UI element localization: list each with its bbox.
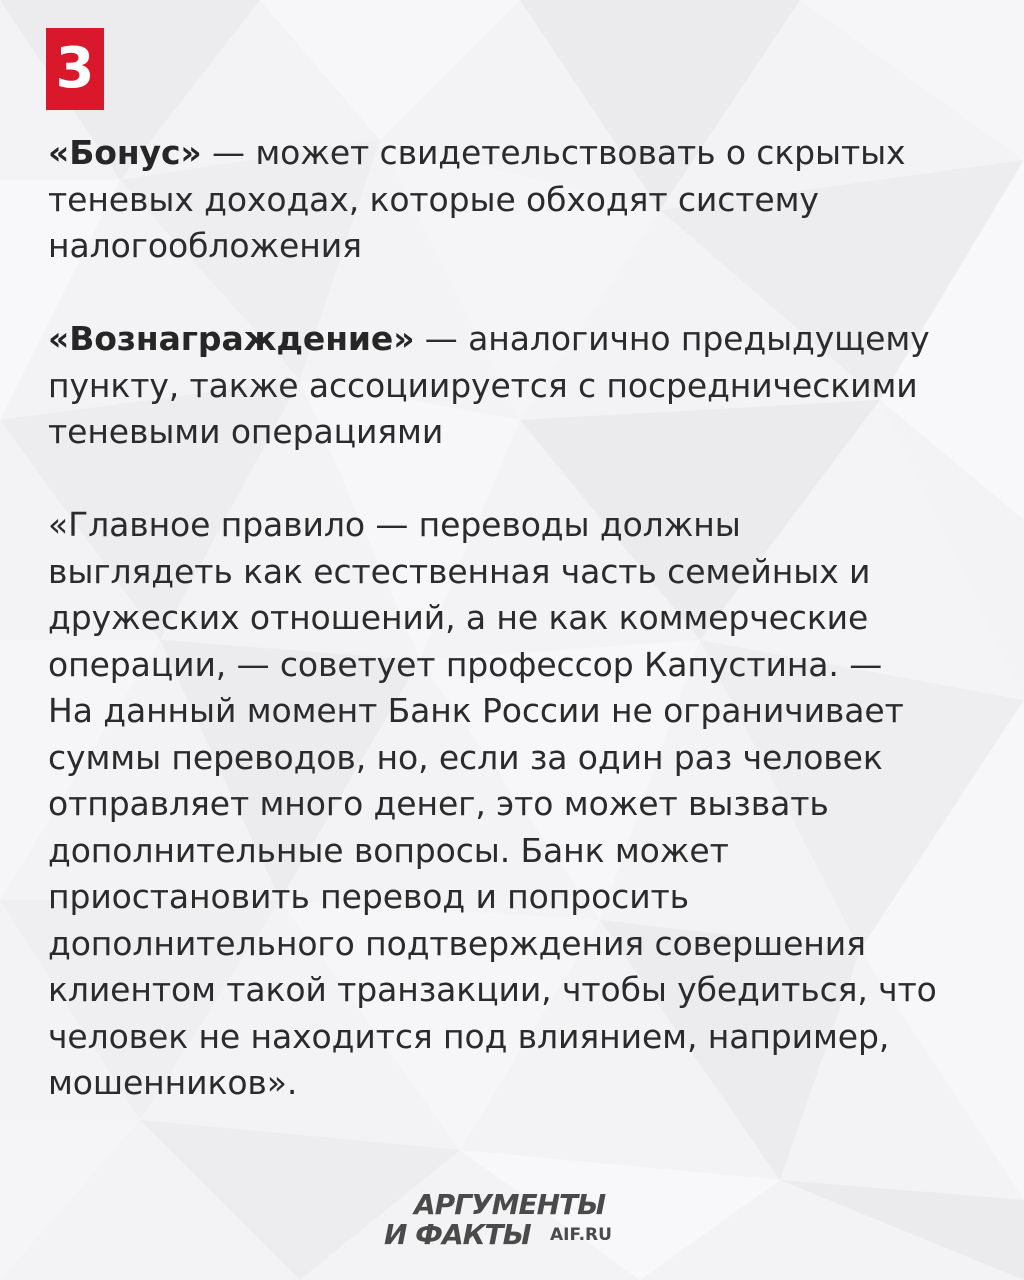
text-line: выглядеть как естественная часть семейных и [48,551,871,591]
text-line: клиентом такой транзакции, чтобы убедиться, что [48,970,937,1009]
logo-line-2: И ФАКТЫ [384,1218,531,1251]
text-line: дополнительные вопросы. Банк может [48,830,729,870]
text-line: «Главное правило — переводы должны [48,505,741,544]
text-line: операции, — советует профессор Капустина. — [48,644,883,684]
definition-text: — может свидетельствовать о скрытых [201,133,906,172]
text-line [48,316,998,363]
aif-logo [380,1188,650,1258]
text-line: пункту, также ассоциируется с посредническими [48,365,918,405]
text-line: дружеских отношений, а не как коммерческие [48,598,869,637]
text-line: налогообложения [48,226,362,265]
text-line: дополнительного подтверждения совершения [48,923,866,963]
slide-number-badge: 3 [46,28,104,110]
article-text [48,130,998,1107]
logo-line-1: АРГУМЕНТЫ [414,1188,606,1221]
text-line: На данный момент Банк России не ограничивает [48,691,904,730]
paragraph-bonus [48,130,998,270]
text-line: теневыми операциями [48,412,444,451]
term-reward: «Вознаграждение» [48,319,415,358]
text-line: человек не находится под влиянием, например, [48,1016,890,1056]
text-line: суммы переводов, но, если за один раз человек [48,737,883,777]
term-bonus: «Бонус» [48,133,202,172]
text-line: мошенников». [48,1063,298,1102]
text-line: приостановить перевод и попросить [48,877,690,916]
definition-text: — аналогично предыдущему [414,319,930,358]
paragraph-quote [48,502,998,1107]
text-line: отправляет много денег, это может вызвать [48,784,829,823]
paragraph-reward [48,316,998,456]
logo-site: AIF.RU [550,1225,612,1245]
text-line: теневых доходах, которые обходят систему [48,179,819,219]
text-line [48,130,998,177]
